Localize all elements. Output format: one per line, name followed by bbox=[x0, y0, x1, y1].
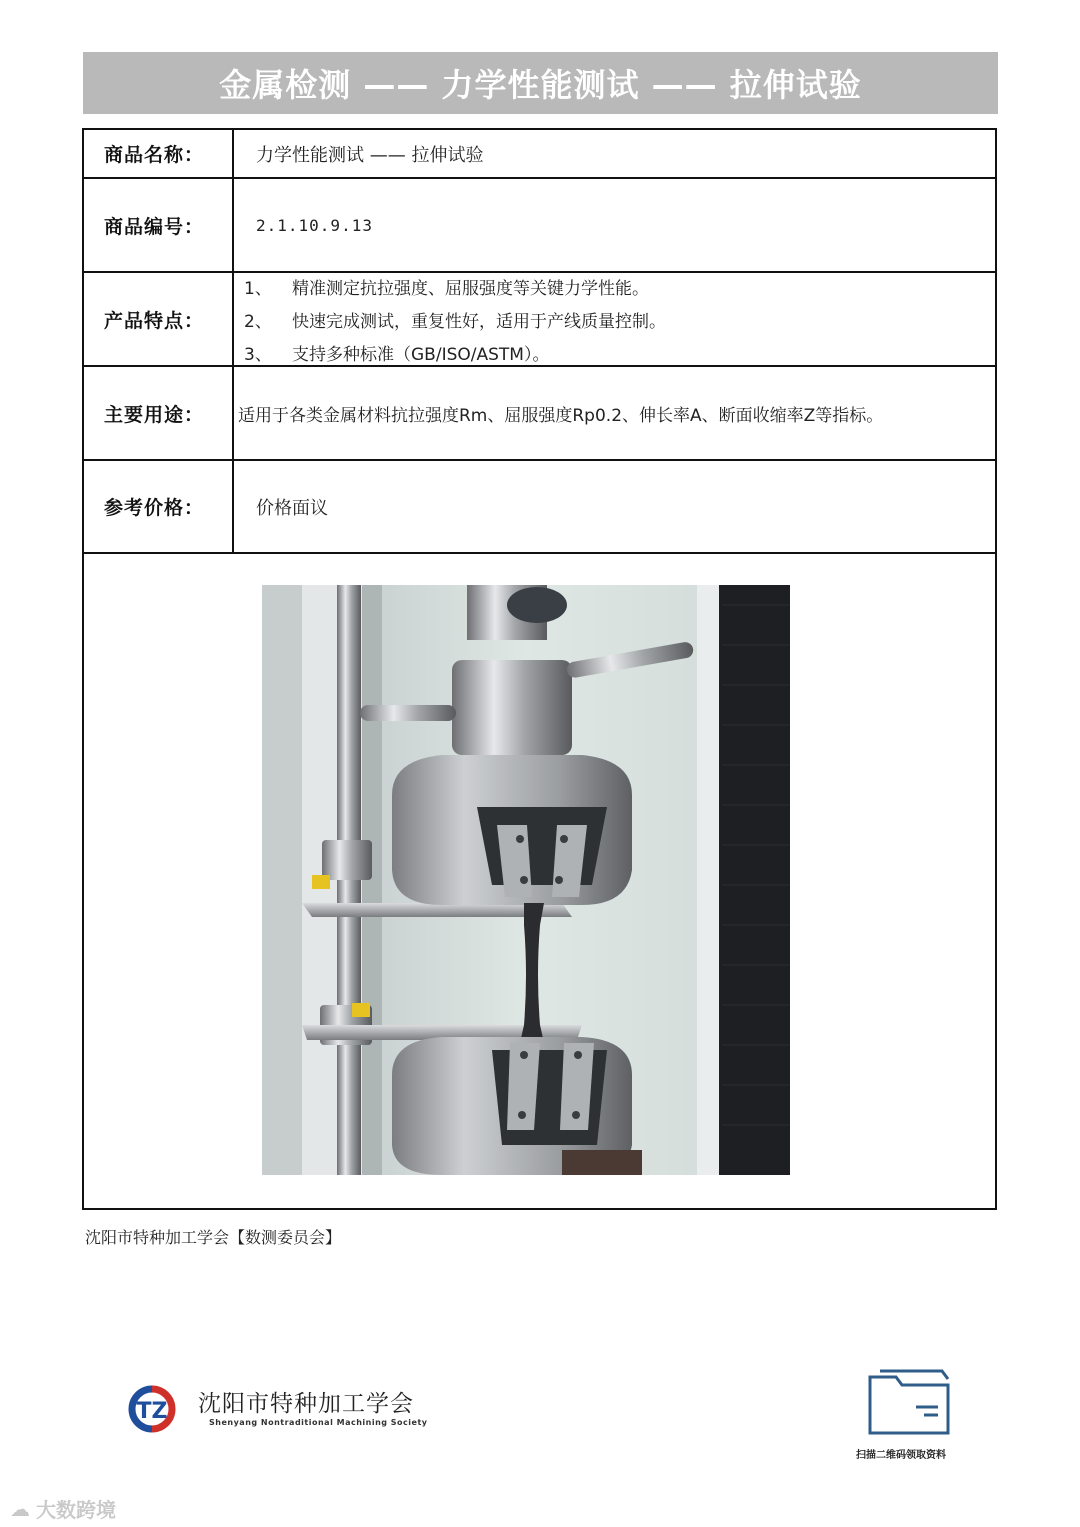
society-name-cn: 沈阳市特种加工学会 bbox=[198, 1391, 414, 1417]
society-logo bbox=[112, 1383, 192, 1435]
price-value: 价格面议 bbox=[256, 497, 328, 519]
product-code-value: 2.1.10.9.13 bbox=[256, 215, 373, 235]
feature-text: 快速完成测试，重复性好，适用于产线质量控制。 bbox=[292, 311, 666, 332]
usage-label: 主要用途： bbox=[84, 367, 234, 459]
feature-item bbox=[244, 307, 666, 332]
logo-letters: TZ bbox=[136, 1399, 168, 1424]
product-code-label: 商品编号： bbox=[84, 179, 234, 271]
watermark-text: 大数跨境 bbox=[36, 1498, 116, 1522]
row-product-name bbox=[84, 130, 995, 179]
features-label: 产品特点： bbox=[84, 273, 234, 365]
page-banner bbox=[83, 52, 998, 114]
watermark bbox=[10, 1494, 116, 1523]
row-usage bbox=[84, 367, 995, 461]
banner-title: 金属检测 —— 力学性能测试 —— 拉伸试验 bbox=[219, 66, 862, 104]
feature-item bbox=[244, 340, 549, 365]
feature-text: 精准测定抗拉强度、屈服强度等关键力学性能。 bbox=[292, 278, 649, 299]
feature-number: 2、 bbox=[244, 311, 272, 332]
feature-number: 3、 bbox=[244, 344, 272, 365]
tensile-machine-photo bbox=[262, 585, 790, 1175]
row-price bbox=[84, 461, 995, 554]
row-product-code bbox=[84, 179, 995, 273]
features-list bbox=[234, 273, 995, 365]
folder-icon[interactable] bbox=[866, 1367, 952, 1437]
qr-caption: 扫描二维码领取资料 bbox=[856, 1450, 946, 1461]
price-label: 参考价格： bbox=[84, 461, 234, 552]
usage-value: 适用于各类金属材料抗拉强度Rm、屈服强度Rp0.2、伸长率A、断面收缩率Z等指标。 bbox=[238, 405, 884, 426]
cloud-logo-icon: ☁ bbox=[10, 1496, 30, 1521]
feature-text: 支持多种标准（GB/ISO/ASTM）。 bbox=[292, 344, 550, 365]
feature-number: 1、 bbox=[244, 278, 272, 299]
society-name-en: Shenyang Nontraditional Machining Society bbox=[209, 1418, 428, 1427]
product-name-label: 商品名称： bbox=[84, 130, 234, 177]
product-sheet bbox=[82, 128, 997, 1210]
footer-note: 沈阳市特种加工学会【数测委员会】 bbox=[85, 1228, 342, 1247]
feature-item bbox=[244, 274, 649, 299]
row-features bbox=[84, 273, 995, 367]
product-name-value: 力学性能测试 —— 拉伸试验 bbox=[256, 144, 484, 166]
